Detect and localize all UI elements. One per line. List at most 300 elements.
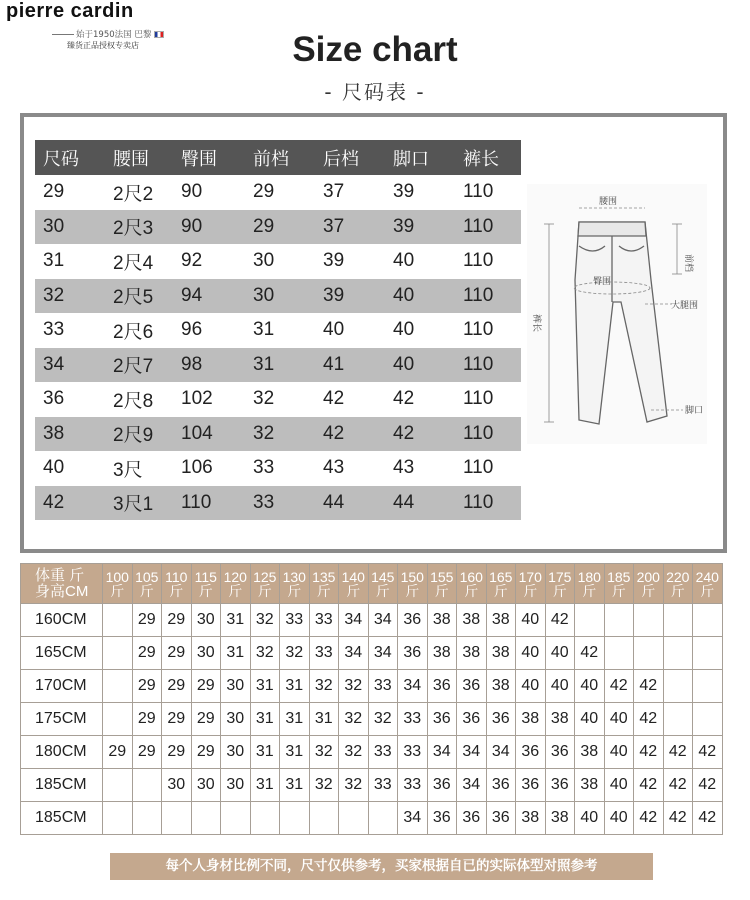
weight-table-row (21, 736, 723, 769)
size-table-cell: 110 (463, 457, 494, 479)
height-label: 170CM (21, 670, 103, 703)
size-recommendation-cell: 34 (486, 736, 516, 769)
size-table-cell: 2尺9 (113, 425, 154, 447)
weight-value: 160 (459, 568, 483, 585)
size-recommendation-cell: 38 (516, 802, 546, 835)
size-table-cell: 2尺8 (113, 390, 154, 412)
weight-value: 170 (518, 568, 542, 585)
weight-header-row (21, 564, 723, 604)
size-table-cell: 2尺3 (113, 218, 154, 240)
size-recommendation-cell: 36 (486, 703, 516, 736)
size-table-cell: 37 (323, 215, 345, 237)
diagram-label-hem: 脚口 (685, 406, 704, 416)
size-table-cell: 42 (323, 422, 345, 444)
size-table-cell: 40 (323, 319, 345, 341)
column-header: 尺码 (43, 148, 79, 170)
size-table-cell: 38 (43, 422, 65, 444)
weight-header (339, 564, 369, 604)
size-table-row (35, 348, 521, 383)
size-recommendation-cell: 34 (339, 637, 369, 670)
size-recommendation-cell (103, 802, 133, 835)
size-recommendation-cell: 33 (280, 604, 310, 637)
size-table-cell: 33 (253, 491, 275, 513)
weight-value: 125 (253, 568, 277, 585)
brand-logo: pierre cardin (6, 0, 134, 22)
weight-unit: 斤 (670, 582, 685, 599)
weight-value: 150 (400, 568, 424, 585)
size-table-cell: 40 (393, 319, 415, 341)
size-recommendation-cell (634, 637, 664, 670)
size-recommendation-cell (693, 670, 723, 703)
size-recommendation-cell (103, 670, 133, 703)
size-recommendation-cell: 42 (634, 769, 664, 802)
pants-diagram (527, 184, 707, 444)
size-table-cell: 32 (43, 284, 65, 306)
size-recommendation-cell: 36 (545, 736, 575, 769)
weight-value: 100 (105, 568, 129, 585)
size-recommendation-cell: 33 (368, 769, 398, 802)
weight-header (162, 564, 192, 604)
size-recommendation-cell: 36 (516, 769, 546, 802)
weight-header (516, 564, 546, 604)
size-recommendation-cell: 31 (280, 769, 310, 802)
size-recommendation-cell: 32 (339, 736, 369, 769)
weight-value: 200 (636, 568, 660, 585)
weight-value: 175 (548, 568, 572, 585)
weight-unit: 斤 (257, 582, 272, 599)
weight-header (221, 564, 251, 604)
size-recommendation-cell: 34 (398, 802, 428, 835)
weight-value: 140 (341, 568, 365, 585)
size-recommendation-cell: 38 (545, 703, 575, 736)
size-recommendation-cell: 42 (575, 637, 605, 670)
size-table-cell: 37 (323, 181, 345, 203)
size-recommendation-cell: 42 (663, 736, 693, 769)
size-recommendation-cell: 30 (191, 637, 221, 670)
diagram-label-thigh: 大腿围 (671, 301, 699, 311)
size-table-cell: 110 (463, 250, 494, 272)
size-recommendation-cell: 32 (368, 703, 398, 736)
size-table-cell: 110 (463, 388, 494, 410)
size-table-row (35, 382, 521, 417)
column-header: 腰围 (113, 148, 149, 170)
size-table-cell: 36 (43, 388, 65, 410)
weight-header (132, 564, 162, 604)
size-recommendation-cell: 33 (368, 670, 398, 703)
size-recommendation-cell: 36 (545, 769, 575, 802)
weight-value: 135 (312, 568, 336, 585)
size-recommendation-cell: 42 (693, 802, 723, 835)
weight-unit: 斤 (700, 582, 715, 599)
brand-subtag: 臻货正品授权专卖店 (67, 41, 139, 50)
size-recommendation-cell: 30 (221, 703, 251, 736)
weight-value: 220 (666, 568, 690, 585)
size-recommendation-cell: 30 (191, 769, 221, 802)
size-table-cell: 39 (393, 181, 415, 203)
size-table-cell: 40 (43, 457, 65, 479)
size-table-cell: 41 (323, 353, 345, 375)
size-recommendation-cell: 31 (309, 703, 339, 736)
weight-value: 105 (135, 568, 159, 585)
weight-table-row (21, 637, 723, 670)
size-recommendation-cell: 34 (457, 736, 487, 769)
size-table-cell: 42 (393, 422, 415, 444)
weight-header (280, 564, 310, 604)
size-table-cell: 33 (43, 319, 65, 341)
size-recommendation-cell: 36 (427, 670, 457, 703)
size-table-cell: 39 (393, 215, 415, 237)
weight-unit: 斤 (523, 582, 538, 599)
size-table-cell: 42 (323, 388, 345, 410)
weight-value: 120 (223, 568, 247, 585)
size-table-cell: 110 (463, 353, 494, 375)
size-table-header (35, 140, 521, 175)
size-table-row (35, 210, 521, 245)
size-recommendation-cell: 42 (634, 736, 664, 769)
size-recommendation-cell: 42 (634, 670, 664, 703)
size-recommendation-cell: 38 (545, 802, 575, 835)
size-table-cell: 39 (323, 250, 345, 272)
size-recommendation-cell: 40 (604, 736, 634, 769)
weight-header (604, 564, 634, 604)
size-recommendation-cell: 31 (250, 670, 280, 703)
size-recommendation-cell: 36 (427, 802, 457, 835)
size-recommendation-cell: 29 (132, 670, 162, 703)
size-table (35, 140, 521, 520)
size-table-cell: 92 (181, 250, 203, 272)
weight-header (103, 564, 133, 604)
height-label: 185CM (21, 802, 103, 835)
size-recommendation-cell: 30 (221, 769, 251, 802)
size-recommendation-cell: 36 (457, 670, 487, 703)
size-recommendation-cell: 40 (516, 637, 546, 670)
size-recommendation-cell: 36 (516, 736, 546, 769)
size-recommendation-cell: 38 (427, 637, 457, 670)
size-recommendation-cell: 34 (339, 604, 369, 637)
size-recommendation-cell: 38 (516, 703, 546, 736)
size-recommendation-cell: 40 (604, 769, 634, 802)
size-recommendation-cell: 32 (339, 769, 369, 802)
size-table-cell: 29 (253, 181, 275, 203)
size-table-cell: 33 (253, 457, 275, 479)
size-table-cell: 94 (181, 284, 203, 306)
size-recommendation-cell: 32 (339, 703, 369, 736)
size-recommendation-cell (132, 802, 162, 835)
size-table-cell: 44 (393, 491, 415, 513)
column-header: 前档 (253, 148, 289, 170)
weight-unit: 斤 (198, 582, 213, 599)
size-recommendation-cell (604, 604, 634, 637)
size-recommendation-cell: 31 (280, 670, 310, 703)
size-table-cell: 2尺2 (113, 183, 154, 205)
size-recommendation-cell (191, 802, 221, 835)
corner-height-label: 身高CM (35, 582, 89, 600)
weight-header (309, 564, 339, 604)
size-recommendation-cell (693, 703, 723, 736)
size-recommendation-cell (693, 604, 723, 637)
weight-value: 110 (165, 568, 188, 585)
height-label: 165CM (21, 637, 103, 670)
size-table-cell: 110 (463, 215, 494, 237)
weight-height-table (20, 563, 723, 835)
size-table-cell: 39 (323, 284, 345, 306)
size-recommendation-cell: 42 (634, 802, 664, 835)
size-table-cell: 2尺7 (113, 356, 154, 378)
size-recommendation-cell: 29 (162, 637, 192, 670)
weight-unit: 斤 (287, 582, 302, 599)
size-recommendation-cell (162, 802, 192, 835)
size-recommendation-cell (575, 604, 605, 637)
size-recommendation-cell: 29 (103, 736, 133, 769)
size-recommendation-cell: 34 (368, 604, 398, 637)
size-recommendation-cell (663, 703, 693, 736)
size-recommendation-cell: 36 (457, 703, 487, 736)
size-table-cell: 96 (181, 319, 203, 341)
size-table-cell: 110 (181, 491, 212, 513)
size-recommendation-cell: 29 (132, 703, 162, 736)
size-recommendation-cell: 40 (545, 670, 575, 703)
size-recommendation-cell: 42 (693, 769, 723, 802)
size-table-cell: 42 (43, 491, 65, 513)
weight-table-row (21, 769, 723, 802)
size-table-cell: 104 (181, 422, 213, 444)
corner-weight-label: 体重 斤 (35, 566, 85, 584)
size-recommendation-cell: 42 (693, 736, 723, 769)
page-title: Size chart (292, 30, 458, 69)
weight-unit: 斤 (110, 582, 125, 599)
size-recommendation-cell: 33 (309, 604, 339, 637)
height-label: 175CM (21, 703, 103, 736)
size-recommendation-cell: 32 (339, 670, 369, 703)
size-recommendation-cell: 31 (250, 736, 280, 769)
diagram-label-rise: 前档 (683, 254, 693, 273)
size-table-cell: 110 (463, 422, 494, 444)
size-recommendation-cell: 36 (427, 769, 457, 802)
weight-unit: 斤 (611, 582, 626, 599)
size-recommendation-cell: 40 (604, 703, 634, 736)
size-recommendation-cell (103, 637, 133, 670)
size-recommendation-cell (368, 802, 398, 835)
size-recommendation-cell: 40 (604, 802, 634, 835)
size-recommendation-cell: 29 (162, 604, 192, 637)
size-table-cell: 110 (463, 491, 494, 513)
size-table-cell: 102 (181, 388, 213, 410)
size-table-cell: 110 (463, 319, 494, 341)
weight-unit: 斤 (169, 582, 184, 599)
size-recommendation-cell: 31 (280, 703, 310, 736)
size-recommendation-cell: 29 (132, 736, 162, 769)
weight-header (575, 564, 605, 604)
size-recommendation-cell: 32 (250, 637, 280, 670)
weight-value: 165 (489, 568, 513, 585)
size-recommendation-cell (250, 802, 280, 835)
weight-unit: 斤 (641, 582, 656, 599)
size-recommendation-cell (309, 802, 339, 835)
size-table-cell: 90 (181, 181, 203, 203)
size-recommendation-cell: 32 (280, 637, 310, 670)
size-recommendation-cell (663, 604, 693, 637)
column-header: 裤长 (463, 148, 499, 170)
size-recommendation-cell: 38 (575, 769, 605, 802)
weight-header (368, 564, 398, 604)
footer-note: 每个人身材比例不同，尺寸仅供参考，买家根据自已的实际体型对照参考 (110, 853, 653, 880)
weight-value: 185 (607, 568, 631, 585)
size-recommendation-cell: 29 (162, 703, 192, 736)
size-table-cell: 31 (253, 319, 275, 341)
size-recommendation-cell (663, 670, 693, 703)
diagram-label-waist: 腰围 (599, 197, 618, 207)
size-recommendation-cell: 32 (309, 670, 339, 703)
size-recommendation-cell: 36 (398, 604, 428, 637)
size-recommendation-cell: 32 (250, 604, 280, 637)
size-table-cell: 31 (253, 353, 275, 375)
size-table-row (35, 417, 521, 452)
page-subtitle: - 尺码表 - (324, 80, 426, 104)
size-table-row (35, 486, 521, 521)
size-table-cell: 32 (253, 422, 275, 444)
size-recommendation-cell: 40 (575, 703, 605, 736)
size-recommendation-cell (280, 802, 310, 835)
size-recommendation-cell: 33 (368, 736, 398, 769)
size-table-cell: 90 (181, 215, 203, 237)
size-table-cell: 110 (463, 284, 494, 306)
size-recommendation-cell: 33 (309, 637, 339, 670)
size-table-cell: 30 (253, 284, 275, 306)
weight-unit: 斤 (405, 582, 420, 599)
weight-table-row (21, 670, 723, 703)
weight-value: 130 (282, 568, 306, 585)
size-table-cell: 30 (253, 250, 275, 272)
size-recommendation-cell: 29 (191, 703, 221, 736)
size-recommendation-cell: 38 (457, 604, 487, 637)
size-table-cell: 3尺 (113, 459, 143, 481)
size-table-cell: 43 (323, 457, 345, 479)
height-label: 185CM (21, 769, 103, 802)
size-table-row (35, 451, 521, 486)
size-recommendation-cell (604, 637, 634, 670)
size-recommendation-cell: 31 (250, 703, 280, 736)
weight-unit: 斤 (228, 582, 243, 599)
size-recommendation-cell: 38 (575, 736, 605, 769)
weight-table-row (21, 703, 723, 736)
weight-unit: 斤 (493, 582, 508, 599)
weight-unit: 斤 (346, 582, 361, 599)
weight-unit: 斤 (582, 582, 597, 599)
weight-header (693, 564, 723, 604)
size-recommendation-cell: 31 (221, 604, 251, 637)
size-table-cell: 40 (393, 353, 415, 375)
size-table-cell: 2尺5 (113, 287, 154, 309)
size-recommendation-cell: 29 (132, 637, 162, 670)
tagline-text: 始于1950法国 巴黎 (76, 30, 152, 40)
size-recommendation-cell: 31 (250, 769, 280, 802)
diagram-label-length: 裤长 (531, 314, 541, 333)
size-table-cell: 106 (181, 457, 213, 479)
size-recommendation-cell: 40 (575, 670, 605, 703)
diagram-label-hip: 臀围 (593, 277, 612, 287)
weight-header (398, 564, 428, 604)
weight-header (427, 564, 457, 604)
size-recommendation-cell: 36 (486, 769, 516, 802)
size-table-cell: 30 (43, 215, 65, 237)
size-recommendation-cell (339, 802, 369, 835)
size-recommendation-cell: 31 (280, 736, 310, 769)
size-recommendation-cell: 42 (663, 769, 693, 802)
size-recommendation-cell: 32 (309, 736, 339, 769)
weight-unit: 斤 (316, 582, 331, 599)
weight-unit: 斤 (434, 582, 449, 599)
weight-header (191, 564, 221, 604)
size-recommendation-cell: 30 (191, 604, 221, 637)
size-recommendation-cell: 33 (398, 703, 428, 736)
size-recommendation-cell: 36 (457, 802, 487, 835)
size-recommendation-cell: 31 (221, 637, 251, 670)
size-recommendation-cell: 42 (663, 802, 693, 835)
size-recommendation-cell (103, 604, 133, 637)
size-recommendation-cell (634, 604, 664, 637)
weight-header (457, 564, 487, 604)
size-recommendation-cell (103, 769, 133, 802)
size-table-cell: 29 (253, 215, 275, 237)
weight-header (545, 564, 575, 604)
size-table-cell: 29 (43, 181, 65, 203)
size-recommendation-cell: 30 (221, 670, 251, 703)
corner-header (21, 564, 103, 604)
size-recommendation-cell: 33 (398, 769, 428, 802)
size-recommendation-cell: 33 (398, 736, 428, 769)
size-table-cell: 31 (43, 250, 65, 272)
size-recommendation-cell: 36 (427, 703, 457, 736)
size-table-cell: 110 (463, 181, 494, 203)
weight-unit: 斤 (375, 582, 390, 599)
size-recommendation-cell: 29 (191, 736, 221, 769)
size-recommendation-cell (663, 637, 693, 670)
size-recommendation-cell: 29 (191, 670, 221, 703)
size-recommendation-cell: 30 (221, 736, 251, 769)
size-recommendation-cell: 34 (457, 769, 487, 802)
weight-header (250, 564, 280, 604)
weight-value: 115 (194, 568, 217, 585)
size-table-row (35, 175, 521, 210)
size-recommendation-cell: 38 (486, 670, 516, 703)
size-recommendation-cell: 30 (162, 769, 192, 802)
size-recommendation-cell: 29 (162, 736, 192, 769)
size-recommendation-cell (693, 637, 723, 670)
size-table-cell: 2尺4 (113, 252, 154, 274)
weight-value: 180 (577, 568, 601, 585)
size-recommendation-cell (103, 703, 133, 736)
size-table-cell: 40 (393, 284, 415, 306)
weight-table-row (21, 604, 723, 637)
weight-unit: 斤 (139, 582, 154, 599)
column-header: 脚口 (393, 148, 429, 170)
size-table-cell: 34 (43, 353, 65, 375)
size-recommendation-cell: 40 (575, 802, 605, 835)
size-recommendation-cell: 38 (457, 637, 487, 670)
size-table-row (35, 244, 521, 279)
size-table-cell: 43 (393, 457, 415, 479)
size-recommendation-cell: 40 (516, 604, 546, 637)
size-table-cell: 32 (253, 388, 275, 410)
weight-unit: 斤 (552, 582, 567, 599)
size-recommendation-cell: 34 (368, 637, 398, 670)
size-recommendation-cell: 40 (516, 670, 546, 703)
size-recommendation-cell: 40 (545, 637, 575, 670)
size-table-cell: 3尺1 (113, 494, 154, 516)
size-table-row (35, 313, 521, 348)
size-recommendation-cell: 42 (634, 703, 664, 736)
size-recommendation-cell: 38 (427, 604, 457, 637)
